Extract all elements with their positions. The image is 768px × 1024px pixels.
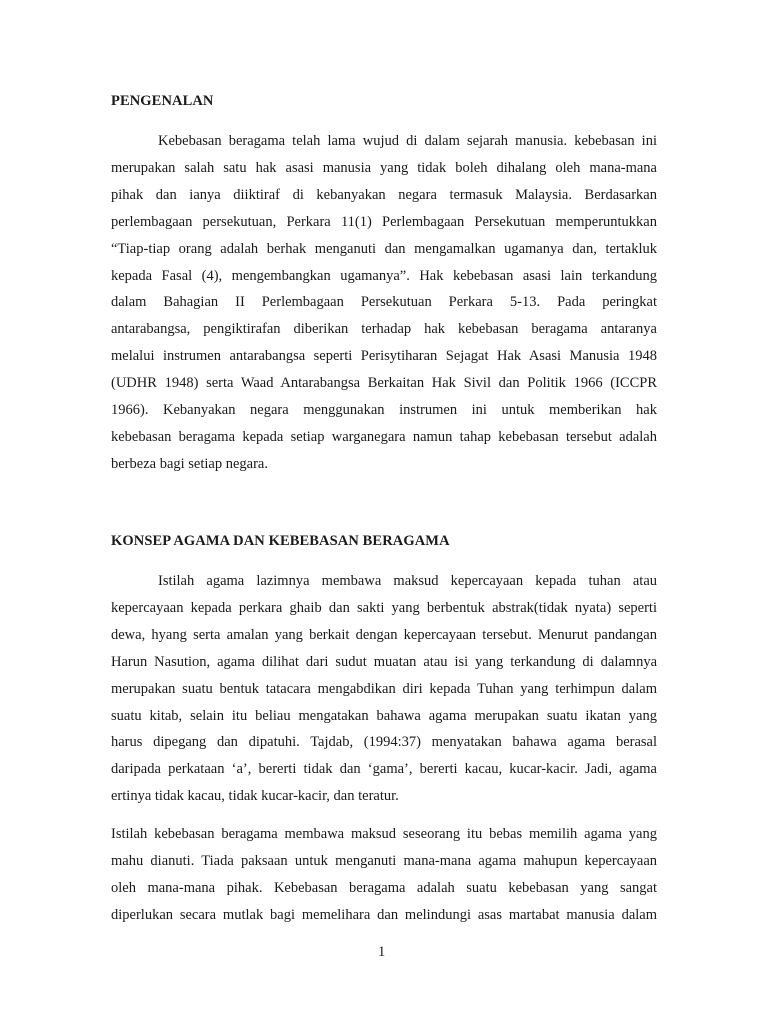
text-line: merupakan suatu bentuk tatacara mengabdikan diri kepada Tuhan yang terhimpun dalam (111, 680, 657, 697)
text-line: dewa, hyang serta amalan yang berkait dengan kepercayaan tersebut. Menurut pandangan (111, 626, 657, 643)
text-line: Istilah agama lazimnya membawa maksud kepercayaan kepada tuhan atau (158, 573, 657, 589)
text-line: mahu dianuti. Tiada paksaan untuk menganuti mana-mana agama mahupun kepercayaan (111, 852, 657, 869)
page-number: 1 (378, 944, 386, 960)
text-line: melalui instrumen antarabangsa seperti Perisytiharan Sejagat Hak Asasi Manusia 1948 (111, 348, 657, 365)
text-line: antarabangsa, pengiktirafan diberikan terhadap hak kebebasan beragama antaranya (111, 321, 657, 338)
text-line: kebebasan beragama kepada setiap warganegara namun tahap kebebasan tersebut adalah (111, 428, 657, 445)
text-line: (UDHR 1948) serta Waad Antarabangsa Berkaitan Hak Sivil dan Politik 1966 (ICCPR (111, 375, 657, 392)
text-line: Istilah kebebasan beragama membawa maksud seseorang itu bebas memilih agama yang (111, 826, 657, 842)
text-line: 1966). Kebanyakan negara menggunakan instrumen ini untuk memberikan hak (111, 402, 657, 419)
text-line: daripada perkataan ‘a’, bererti tidak dan ‘gama’, bererti kacau, kucar-kacir. Jadi, agama (111, 761, 657, 778)
text-line: kepercayaan kepada perkara ghaib dan sakti yang berbentuk abstrak(tidak nyata) seperti (111, 599, 657, 616)
text-line: harus dipegang dan dipatuhi. Tajdab, (1994:37) menyatakan bahawa agama berasal (111, 734, 657, 751)
text-line: Kebebasan beragama telah lama wujud di dalam sejarah manusia. kebebasan ini (158, 133, 657, 149)
text-line: berbeza bagi setiap negara. (111, 455, 268, 472)
paragraph-kebebasan-beragama (111, 821, 657, 929)
text-line: perlembagaan persekutuan, Perkara 11(1) Perlembagaan Persekutuan memperuntukkan (111, 213, 657, 230)
text-line: ertinya tidak kacau, tidak kucar-kacir, dan teratur. (111, 788, 399, 805)
paragraph-konsep-agama (111, 568, 657, 810)
section-heading-konsep-agama: KONSEP AGAMA DAN KEBEBASAN BERAGAMA (111, 533, 450, 549)
text-line: oleh mana-mana pihak. Kebebasan beragama adalah suatu kebebasan yang sangat (111, 879, 657, 896)
text-line: “Tiap-tiap orang adalah berhak menganuti dan mengamalkan ugamanya dan, tertakluk (111, 240, 657, 257)
text-line: merupakan salah satu hak asasi manusia yang tidak boleh dihalang oleh mana-mana (111, 159, 657, 176)
paragraph-pengenalan (111, 128, 657, 478)
text-line: pihak dan ianya diiktiraf di kebanyakan negara termasuk Malaysia. Berdasarkan (111, 186, 657, 203)
text-line: Harun Nasution, agama dilihat dari sudut muatan atau isi yang terkandung di dalamnya (111, 653, 657, 670)
text-line: dalam Bahagian II Perlembagaan Persekutuan Perkara 5-13. Pada peringkat (111, 294, 657, 311)
text-line: suatu kitab, selain itu beliau mengatakan bahawa agama merupakan suatu ikatan yang (111, 707, 657, 724)
text-line: diperlukan secara mutlak bagi memelihara dan melindungi asas martabat manusia dalam (111, 906, 657, 923)
section-heading-pengenalan: PENGENALAN (111, 93, 214, 109)
text-line: kepada Fasal (4), mengembangkan ugamanya”. Hak kebebasan asasi lain terkandung (111, 267, 657, 284)
